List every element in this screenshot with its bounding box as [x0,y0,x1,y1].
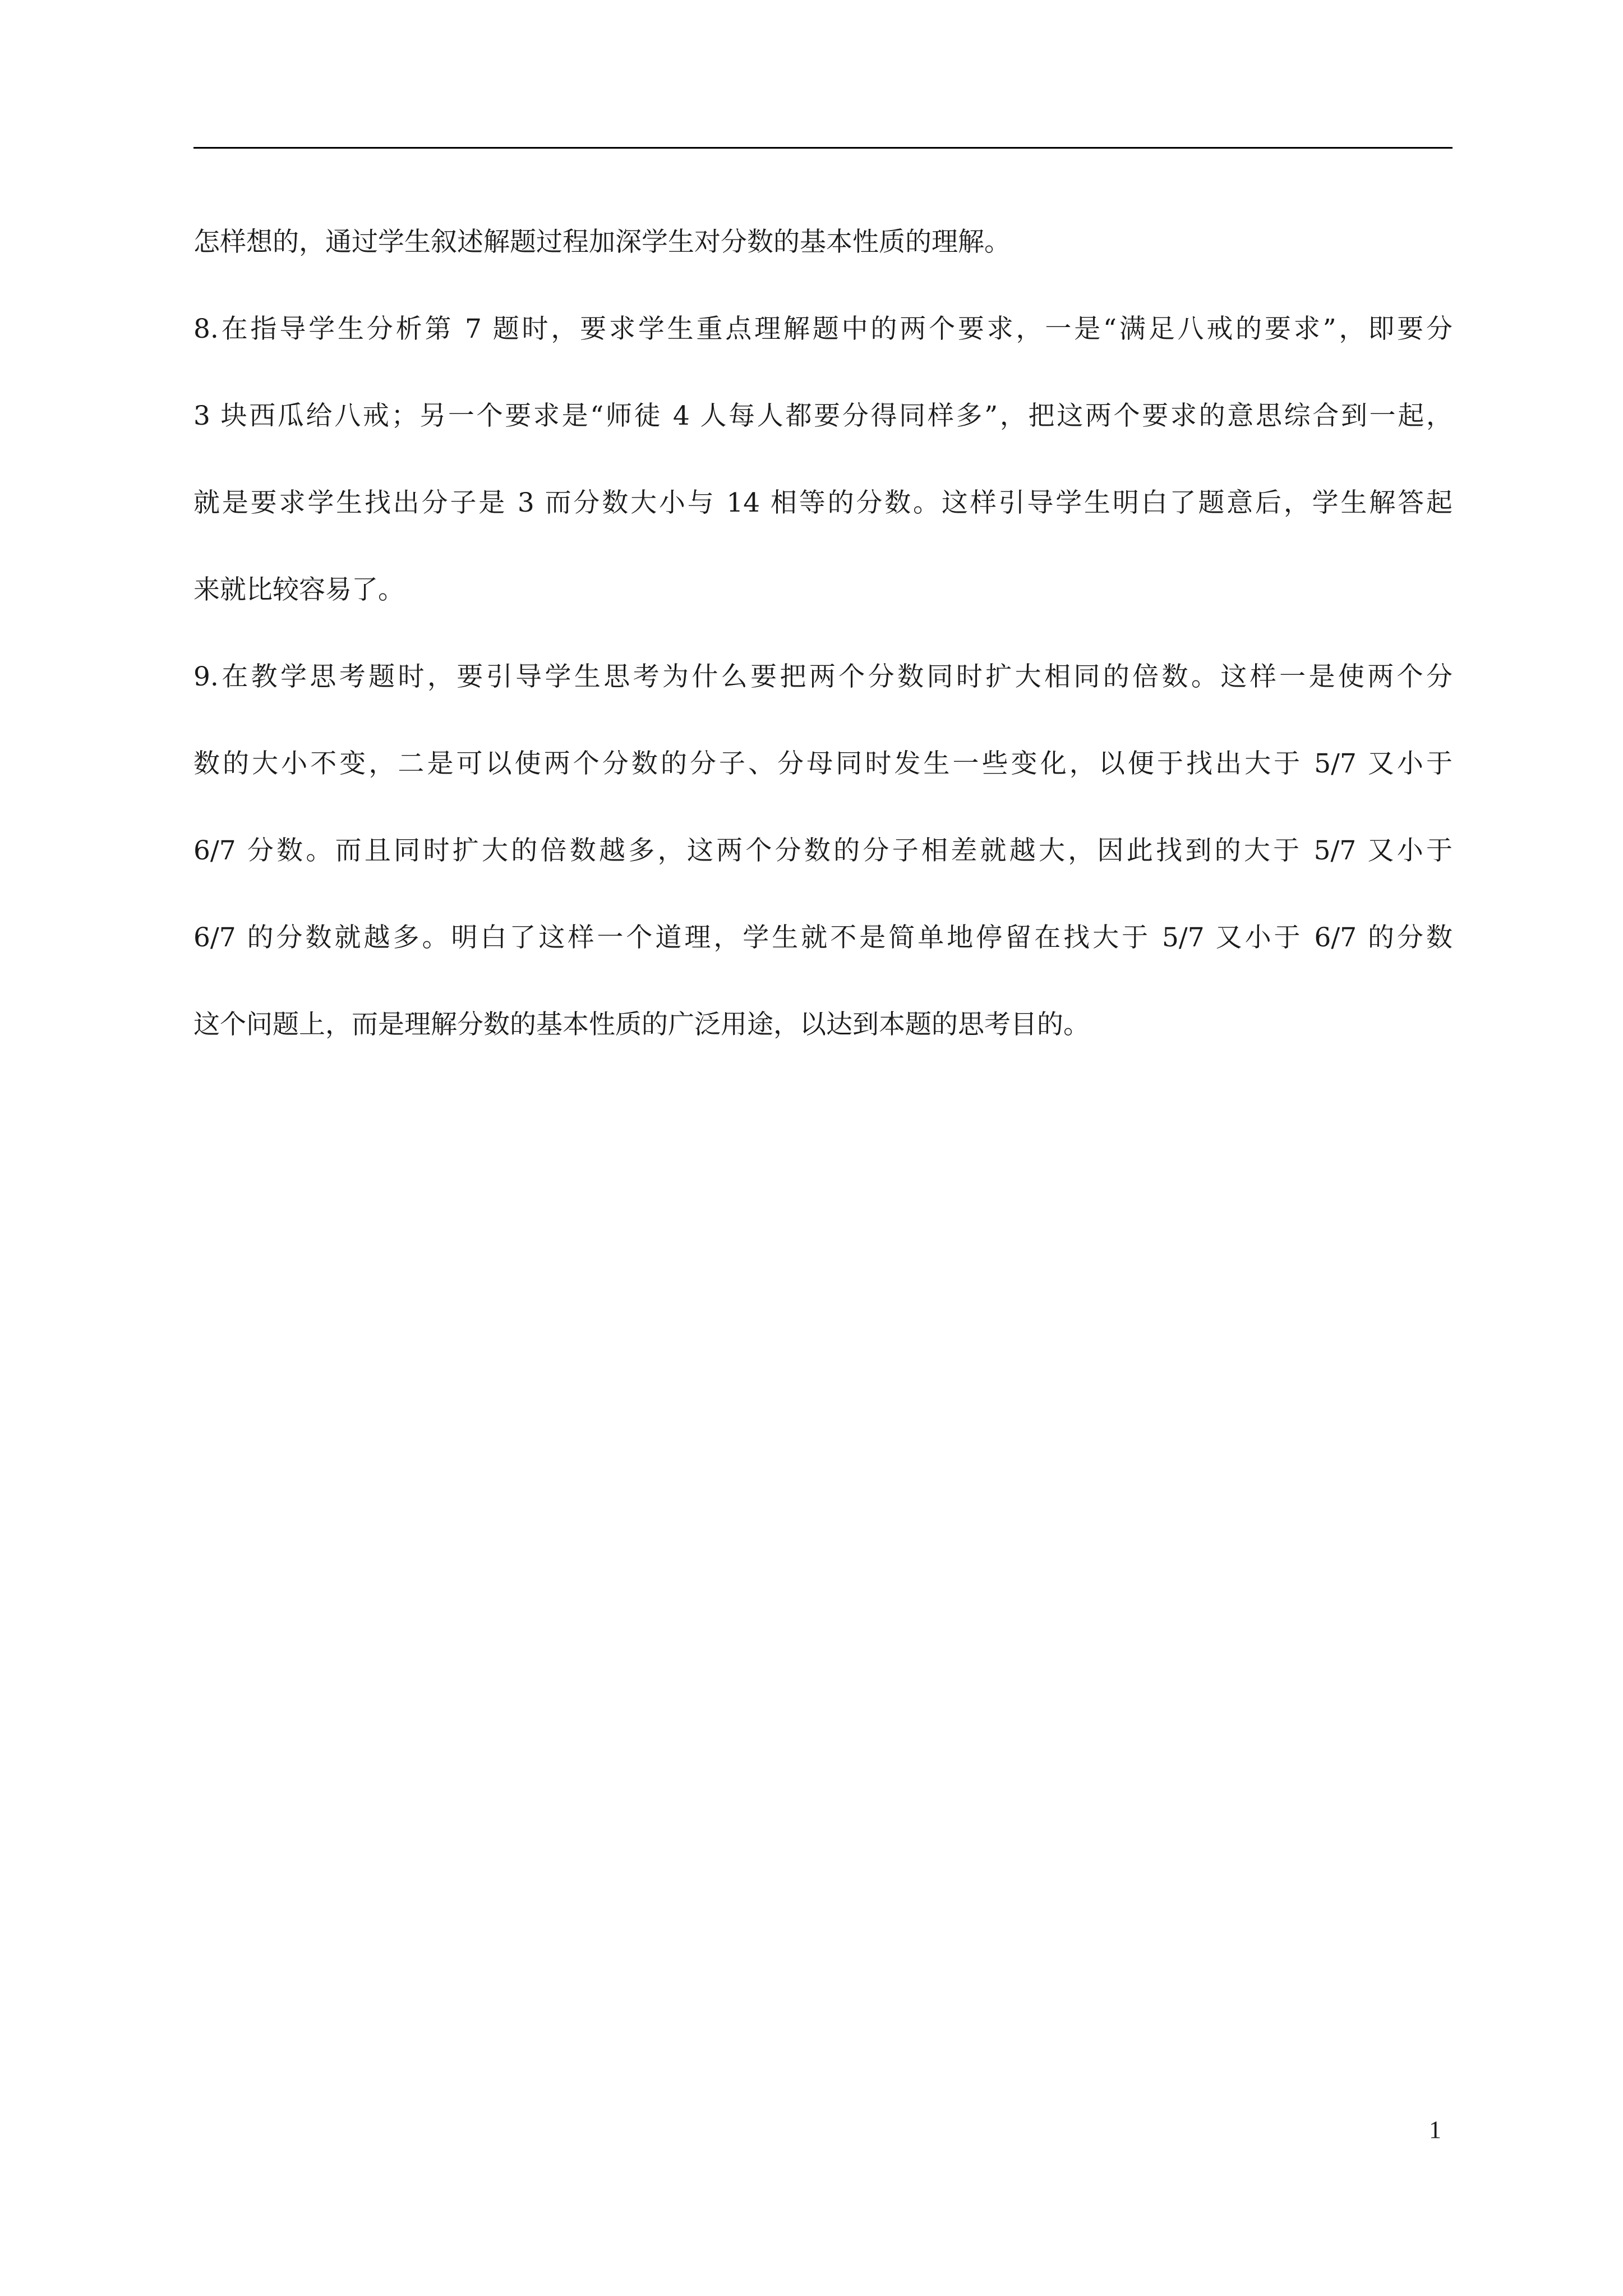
paragraph-line: 9.在教学思考题时，要引导学生思考为什么要把两个分数同时扩大相同的倍数。这样一是使两个分 [193,661,1453,692]
paragraph-line: 数的大小不变，二是可以使两个分数的分子、分母同时发生一些变化，以便于找出大于 5/7 又小于 [193,748,1453,779]
paragraph-line: 3 块西瓜给八戒；另一个要求是“师徒 4 人每人都要分得同样多”，把这两个要求的意思综合到一起， [193,401,1453,431]
body-text [193,215,1453,1085]
paragraph-line: 8.在指导学生分析第 7 题时，要求学生重点理解题中的两个要求，一是“满足八戒的要求”，即要分 [193,314,1453,344]
paragraph-line: 6/7 的分数就越多。明白了这样一个道理，学生就不是简单地停留在找大于 5/7 又小于 6/7 的分数 [193,922,1453,953]
paragraph-line: 就是要求学生找出分子是 3 而分数大小与 14 相等的分数。这样引导学生明白了题意后，学生解答起 [193,487,1453,518]
paragraph-line: 怎样想的，通过学生叙述解题过程加深学生对分数的基本性质的理解。 [193,227,1011,257]
header-rule [193,147,1453,149]
paragraph-line: 6/7 分数。而且同时扩大的倍数越多，这两个分数的分子相差就越大，因此找到的大于 5/7 又小于 [193,835,1453,866]
paragraph-line: 来就比较容易了。 [193,574,404,605]
page-number: 1 [1429,2116,1441,2143]
paragraph-line: 这个问题上，而是理解分数的基本性质的广泛用途，以达到本题的思考目的。 [193,1009,1090,1040]
